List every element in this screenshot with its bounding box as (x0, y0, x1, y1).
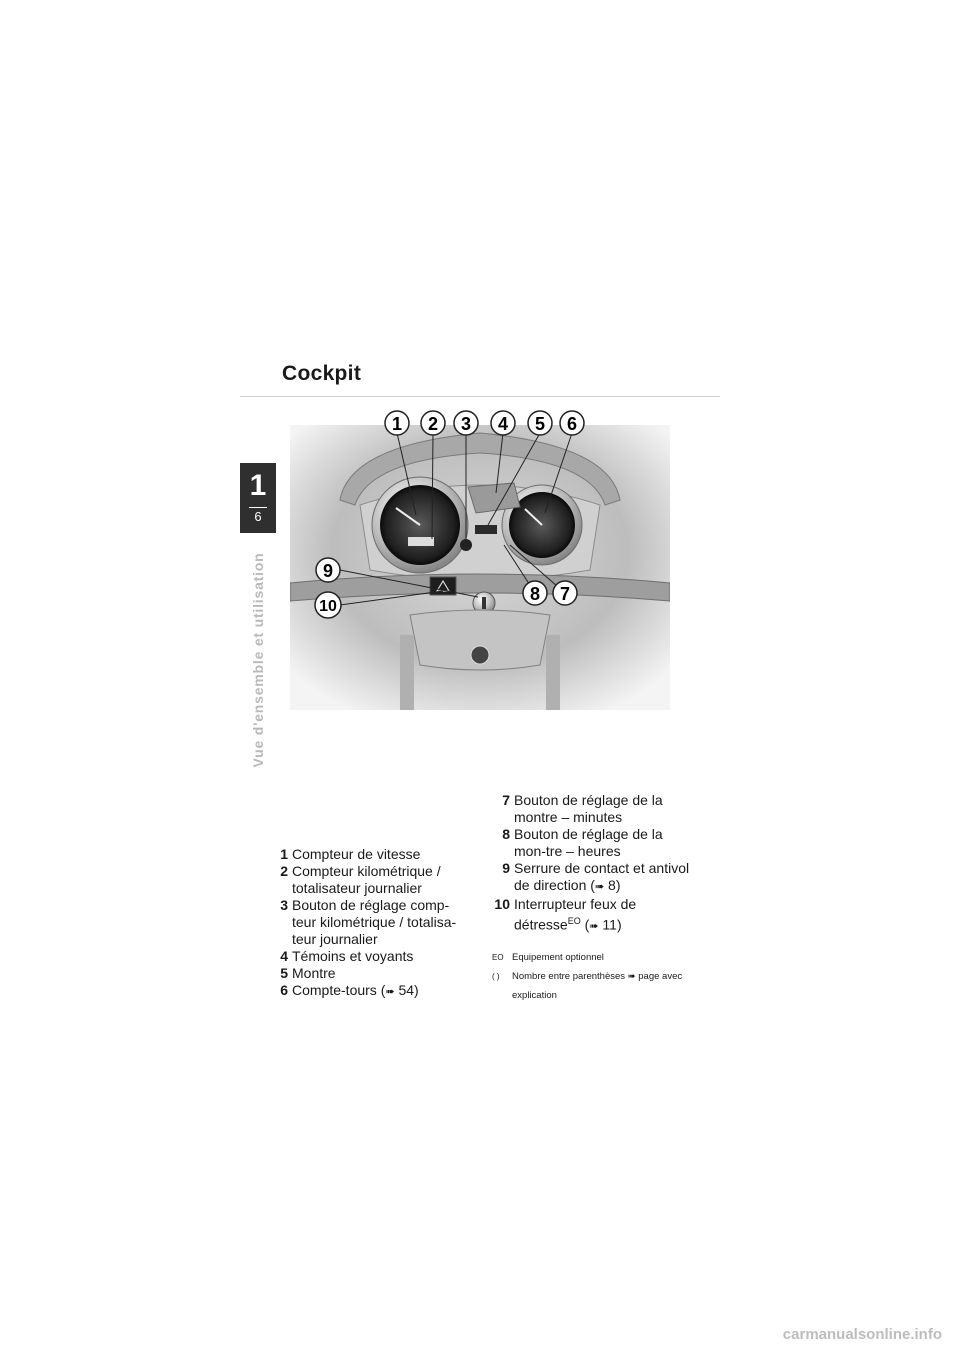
footer-watermark: carmanualsonline.info (782, 1326, 942, 1343)
list-item (488, 860, 698, 896)
footnotes (492, 948, 692, 1005)
list-item (266, 948, 466, 965)
item-text: Compte-tours ( (292, 982, 386, 998)
clock-display-icon (475, 525, 497, 534)
chapter-tab (240, 463, 276, 533)
arrow-icon: ➠ (589, 920, 599, 933)
section-label: Vue d'ensemble et utilisation (250, 552, 266, 768)
list-item (266, 897, 466, 948)
legend-list-right (488, 792, 698, 936)
list-item (266, 982, 466, 1001)
item-number: 10 (494, 896, 510, 912)
odometer-display-icon (408, 537, 434, 546)
ref-close: ) (414, 982, 419, 998)
chapter-number: 1 (249, 469, 267, 502)
footnote-text: Equipement optionnel (512, 952, 604, 963)
legend-list-left (266, 846, 466, 1001)
item-number: 4 (280, 948, 288, 964)
item-number: 8 (502, 826, 510, 842)
item-number: 3 (280, 897, 288, 913)
footnote-key: EO (492, 953, 504, 962)
list-item (266, 846, 466, 863)
item-text: Témoins et voyants (292, 948, 414, 964)
item-number: 1 (280, 846, 288, 862)
footnote-text: Nombre entre parenthèses (512, 971, 626, 982)
callout-label: 6 (566, 414, 578, 434)
title-rule (240, 396, 720, 397)
warning-lights-panel-icon (468, 483, 520, 513)
callout-10 (315, 592, 341, 618)
item-text: Interrupteur feux de détresse (514, 896, 637, 933)
item-number: 6 (280, 982, 288, 998)
footnote-text-after: page avec explication (512, 971, 683, 1001)
callout-label: 1 (391, 414, 403, 434)
list-item (266, 965, 466, 982)
callout-label: 4 (497, 414, 509, 434)
arrow-icon: ➠ (594, 881, 605, 893)
callout-label: 8 (529, 584, 541, 604)
callout-8 (523, 581, 547, 605)
list-item (488, 792, 698, 826)
page-ref: 11 (602, 916, 617, 933)
callout-9 (316, 558, 340, 582)
callout-6 (560, 411, 584, 435)
item-text: Bouton de réglage de la montre – minutes (514, 792, 663, 825)
page-ref: 8 (608, 877, 616, 893)
left-fork-icon (400, 635, 414, 710)
ref-close: ) (615, 877, 621, 893)
trip-reset-button-icon (460, 539, 472, 551)
list-item (266, 863, 466, 897)
callout-label: 9 (322, 561, 334, 581)
footnote-key: ( ) (492, 972, 500, 981)
page-ref: 54 (398, 982, 415, 998)
list-item (488, 826, 698, 860)
callout-label: 2 (427, 414, 439, 434)
callout-7 (553, 581, 577, 605)
item-number: 7 (502, 792, 510, 808)
footnote (492, 967, 692, 1005)
item-number: 9 (502, 860, 510, 876)
callout-label: 10 (319, 598, 337, 615)
callout-3 (454, 411, 478, 435)
callout-2 (421, 411, 445, 435)
item-text: Bouton de réglage de la mon-tre – heures (514, 826, 663, 859)
arrow-icon: ➠ (627, 971, 636, 982)
callout-1 (385, 411, 409, 435)
callout-label: 3 (460, 414, 472, 434)
item-number: 2 (280, 863, 288, 879)
item-text: Bouton de réglage comp-teur kilométrique / totalisa-teur journalier (292, 897, 457, 947)
page-number: 6 (254, 509, 262, 524)
callout-label: 5 (534, 414, 546, 434)
arrow-icon: ➠ (385, 986, 395, 998)
item-text: Montre (292, 965, 336, 981)
bmw-logo-icon (471, 646, 489, 664)
list-item: 10 Interrupteur feux de détresse$^{EO}$ (➠ 11) (488, 896, 698, 936)
chapter-divider (249, 507, 267, 508)
callout-5 (528, 411, 552, 435)
item-text: Compteur de vitesse (292, 846, 421, 862)
page-title: Cockpit (282, 362, 362, 385)
right-fork-icon (546, 635, 560, 710)
ref-close: ) (616, 916, 622, 933)
cockpit-illustration (290, 405, 670, 710)
footnote (492, 948, 692, 967)
optional-marker: EO (567, 916, 581, 926)
callout-label: 7 (559, 584, 571, 604)
item-text: Serrure de contact et antivol de direction ( (514, 860, 690, 893)
key-slot-icon (482, 597, 486, 609)
item-text: Compteur kilométrique / totalisateur journalier (292, 863, 441, 896)
item-number: 5 (280, 965, 288, 981)
callout-4 (491, 411, 515, 435)
